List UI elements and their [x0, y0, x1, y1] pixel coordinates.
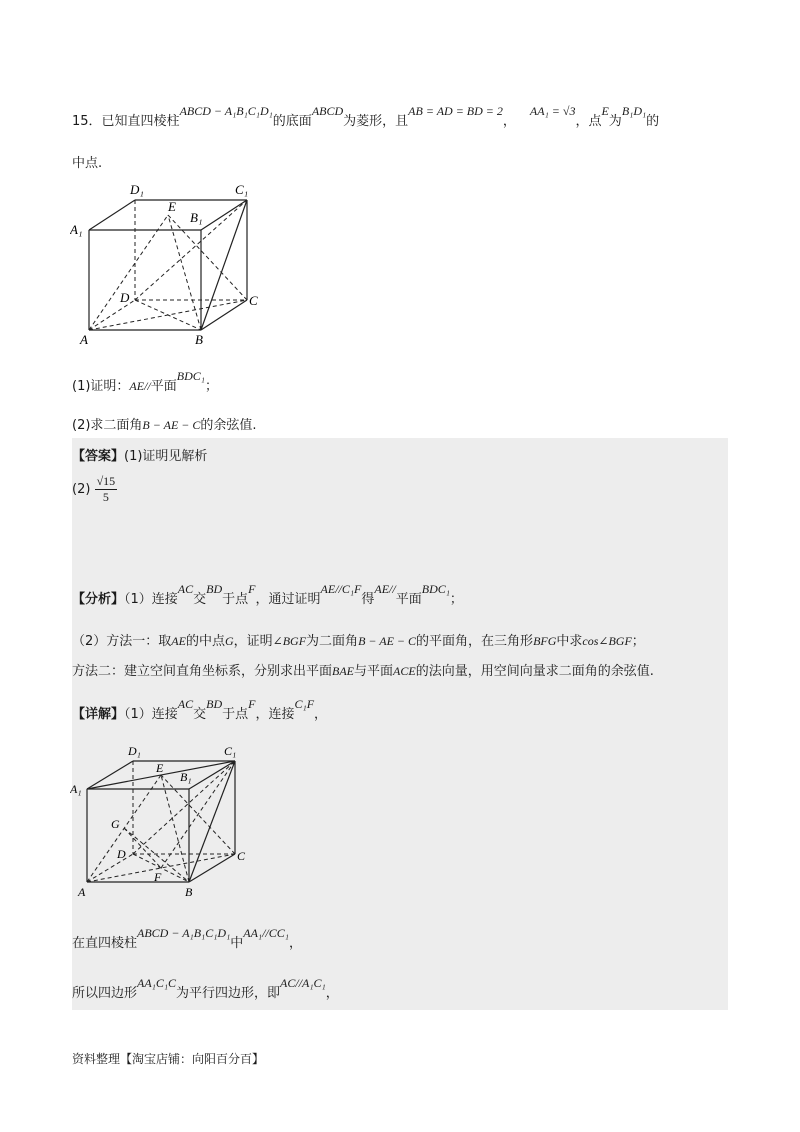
math-f: F	[248, 697, 256, 711]
q2-end: 的余弦值.	[200, 418, 257, 433]
label-A: A	[78, 885, 86, 899]
answer-tag: 【答案】	[72, 449, 125, 464]
answer-1: (1)证明见解析	[124, 449, 208, 464]
detail-text: 于点	[222, 707, 249, 722]
math-parallel-relation: AC//A₁C₁	[280, 976, 326, 990]
analysis-line-1	[72, 582, 463, 607]
detail-line-2	[72, 926, 302, 951]
analysis-text: 的法向量，用空间向量求二面角的余弦值.	[415, 664, 654, 679]
analysis-text: 中求	[556, 634, 583, 649]
label-F: F	[154, 870, 162, 884]
math-c1f: C₁F	[294, 697, 315, 711]
label-C1: C₁	[224, 744, 237, 758]
math-dihedral: B − AE − C	[358, 634, 417, 648]
analysis-text: 为二面角	[306, 634, 359, 649]
detail-text: ，	[288, 936, 302, 951]
label-C: C	[249, 293, 258, 308]
math-quadrilateral: AA₁C₁C	[137, 976, 177, 990]
math-ac: AC	[177, 697, 194, 711]
answer-2-prefix: (2)	[72, 482, 91, 497]
label-B: B	[195, 332, 203, 347]
math-ac: AC	[177, 582, 194, 596]
question-1	[72, 369, 218, 394]
answer-fraction	[95, 474, 118, 505]
analysis-text: 方法二：建立空间直角坐标系，分别求出平面	[72, 664, 333, 679]
q1-end: ；	[204, 379, 218, 394]
problem-text: 已知直四棱柱	[101, 114, 180, 129]
math-plane: BDC₁	[176, 369, 205, 383]
math-ae: AE	[171, 634, 186, 648]
detail-text: 在直四棱柱	[72, 936, 138, 951]
label-B: B	[185, 885, 193, 899]
label-D: D	[120, 290, 130, 305]
problem-line-1	[72, 104, 660, 129]
detail-line-3	[72, 976, 339, 1001]
label-B1: B₁	[190, 210, 203, 225]
problem-text: ，点	[575, 114, 602, 129]
label-B1: B₁	[180, 770, 192, 784]
math-g: G	[224, 634, 234, 648]
math-condition: AA₁ = √3	[529, 104, 576, 118]
label-D: D	[117, 847, 126, 861]
math-plane-ace: ACE	[393, 664, 416, 678]
math-prism: ABCD − A₁B₁C₁D₁	[137, 926, 231, 940]
label-G: G	[111, 817, 120, 831]
q1-prefix: (1)证明：	[72, 379, 130, 394]
analysis-text: 平面	[395, 592, 422, 607]
problem-number: 15．	[72, 114, 102, 129]
detail-text: 为平行四边形，即	[176, 986, 281, 1001]
math-point: E	[601, 104, 609, 118]
math-ae-parallel: AE//	[374, 582, 396, 596]
problem-text: 的底面	[272, 114, 312, 129]
fraction-denominator: 5	[102, 490, 109, 504]
q2-prefix: (2)求二面角	[72, 418, 143, 433]
label-C1: C₁	[235, 182, 249, 197]
math-parallel-relation: AA₁//CC₁	[243, 926, 289, 940]
detail-text: 中	[230, 936, 244, 951]
detail-line-1	[72, 697, 328, 722]
detail-text: 交	[193, 707, 207, 722]
math-base: ABCD	[311, 104, 344, 118]
math-plane-bae: BAE	[332, 664, 355, 678]
label-C: C	[237, 849, 246, 863]
question-2	[72, 414, 257, 433]
answer-line-2	[72, 474, 117, 505]
analysis-line-2	[72, 630, 645, 649]
footer-text: 资料整理【淘宝店铺：向阳百分百】	[72, 1052, 265, 1066]
math-bd: BD	[206, 697, 223, 711]
analysis-text: 与平面	[354, 664, 394, 679]
analysis-text: 的中点	[185, 634, 225, 649]
detail-tag: 【详解】	[72, 707, 125, 722]
analysis-text: 的平面角，在三角形	[416, 634, 534, 649]
fraction-numerator: √15	[96, 474, 116, 488]
math-f: F	[248, 582, 256, 596]
analysis-text: ，通过证明	[255, 592, 321, 607]
label-A: A	[80, 332, 88, 347]
math-segment: B₁D₁	[621, 104, 647, 118]
math-cos: cos∠BGF	[582, 634, 632, 648]
label-A1: A₁	[70, 782, 82, 796]
answer-line-1	[72, 445, 207, 464]
detail-text: （1）连接	[124, 707, 178, 722]
prism-figure-2	[70, 740, 260, 905]
analysis-text: ，证明	[233, 634, 273, 649]
problem-text: 为	[608, 114, 622, 129]
math-ae-c1f: AE//C₁F	[320, 582, 362, 596]
math-triangle: BFG	[533, 634, 557, 648]
analysis-text: 得	[361, 592, 375, 607]
detail-text: ，	[314, 707, 328, 722]
problem-text: 为菱形，且	[343, 114, 409, 129]
detail-text: ，	[325, 986, 339, 1001]
detail-text: 所以四边形	[72, 986, 138, 1001]
label-A1: A₁	[70, 222, 83, 237]
analysis-line-3	[72, 660, 654, 679]
detail-text: ，连接	[255, 707, 295, 722]
analysis-tag: 【分析】	[72, 592, 125, 607]
math-ae-parallel: AE//	[129, 379, 151, 393]
analysis-text: 于点	[222, 592, 249, 607]
label-D1: D₁	[130, 182, 144, 197]
math-plane: BDC₁	[421, 582, 450, 596]
analysis-text: ；	[449, 592, 463, 607]
problem-line-2: 中点.	[72, 156, 103, 171]
problem-text: 的	[646, 114, 660, 129]
problem-text: ，	[502, 114, 516, 129]
label-E: E	[168, 199, 176, 214]
analysis-text: ；	[631, 634, 645, 649]
math-angle: ∠BGF	[272, 634, 307, 648]
analysis-text: （1）连接	[124, 592, 178, 607]
analysis-text: 交	[193, 592, 207, 607]
analysis-text: （2）方法一：取	[72, 634, 172, 649]
prism-figure-1	[70, 178, 270, 348]
label-E: E	[156, 761, 164, 775]
solution-block	[72, 438, 728, 1010]
math-dihedral: B − AE − C	[142, 418, 201, 432]
label-D1: D₁	[128, 744, 141, 758]
q1-mid: 平面	[150, 379, 177, 394]
math-prism: ABCD − A₁B₁C₁D₁	[179, 104, 273, 118]
math-bd: BD	[206, 582, 223, 596]
math-condition: AB = AD = BD = 2	[408, 104, 503, 118]
